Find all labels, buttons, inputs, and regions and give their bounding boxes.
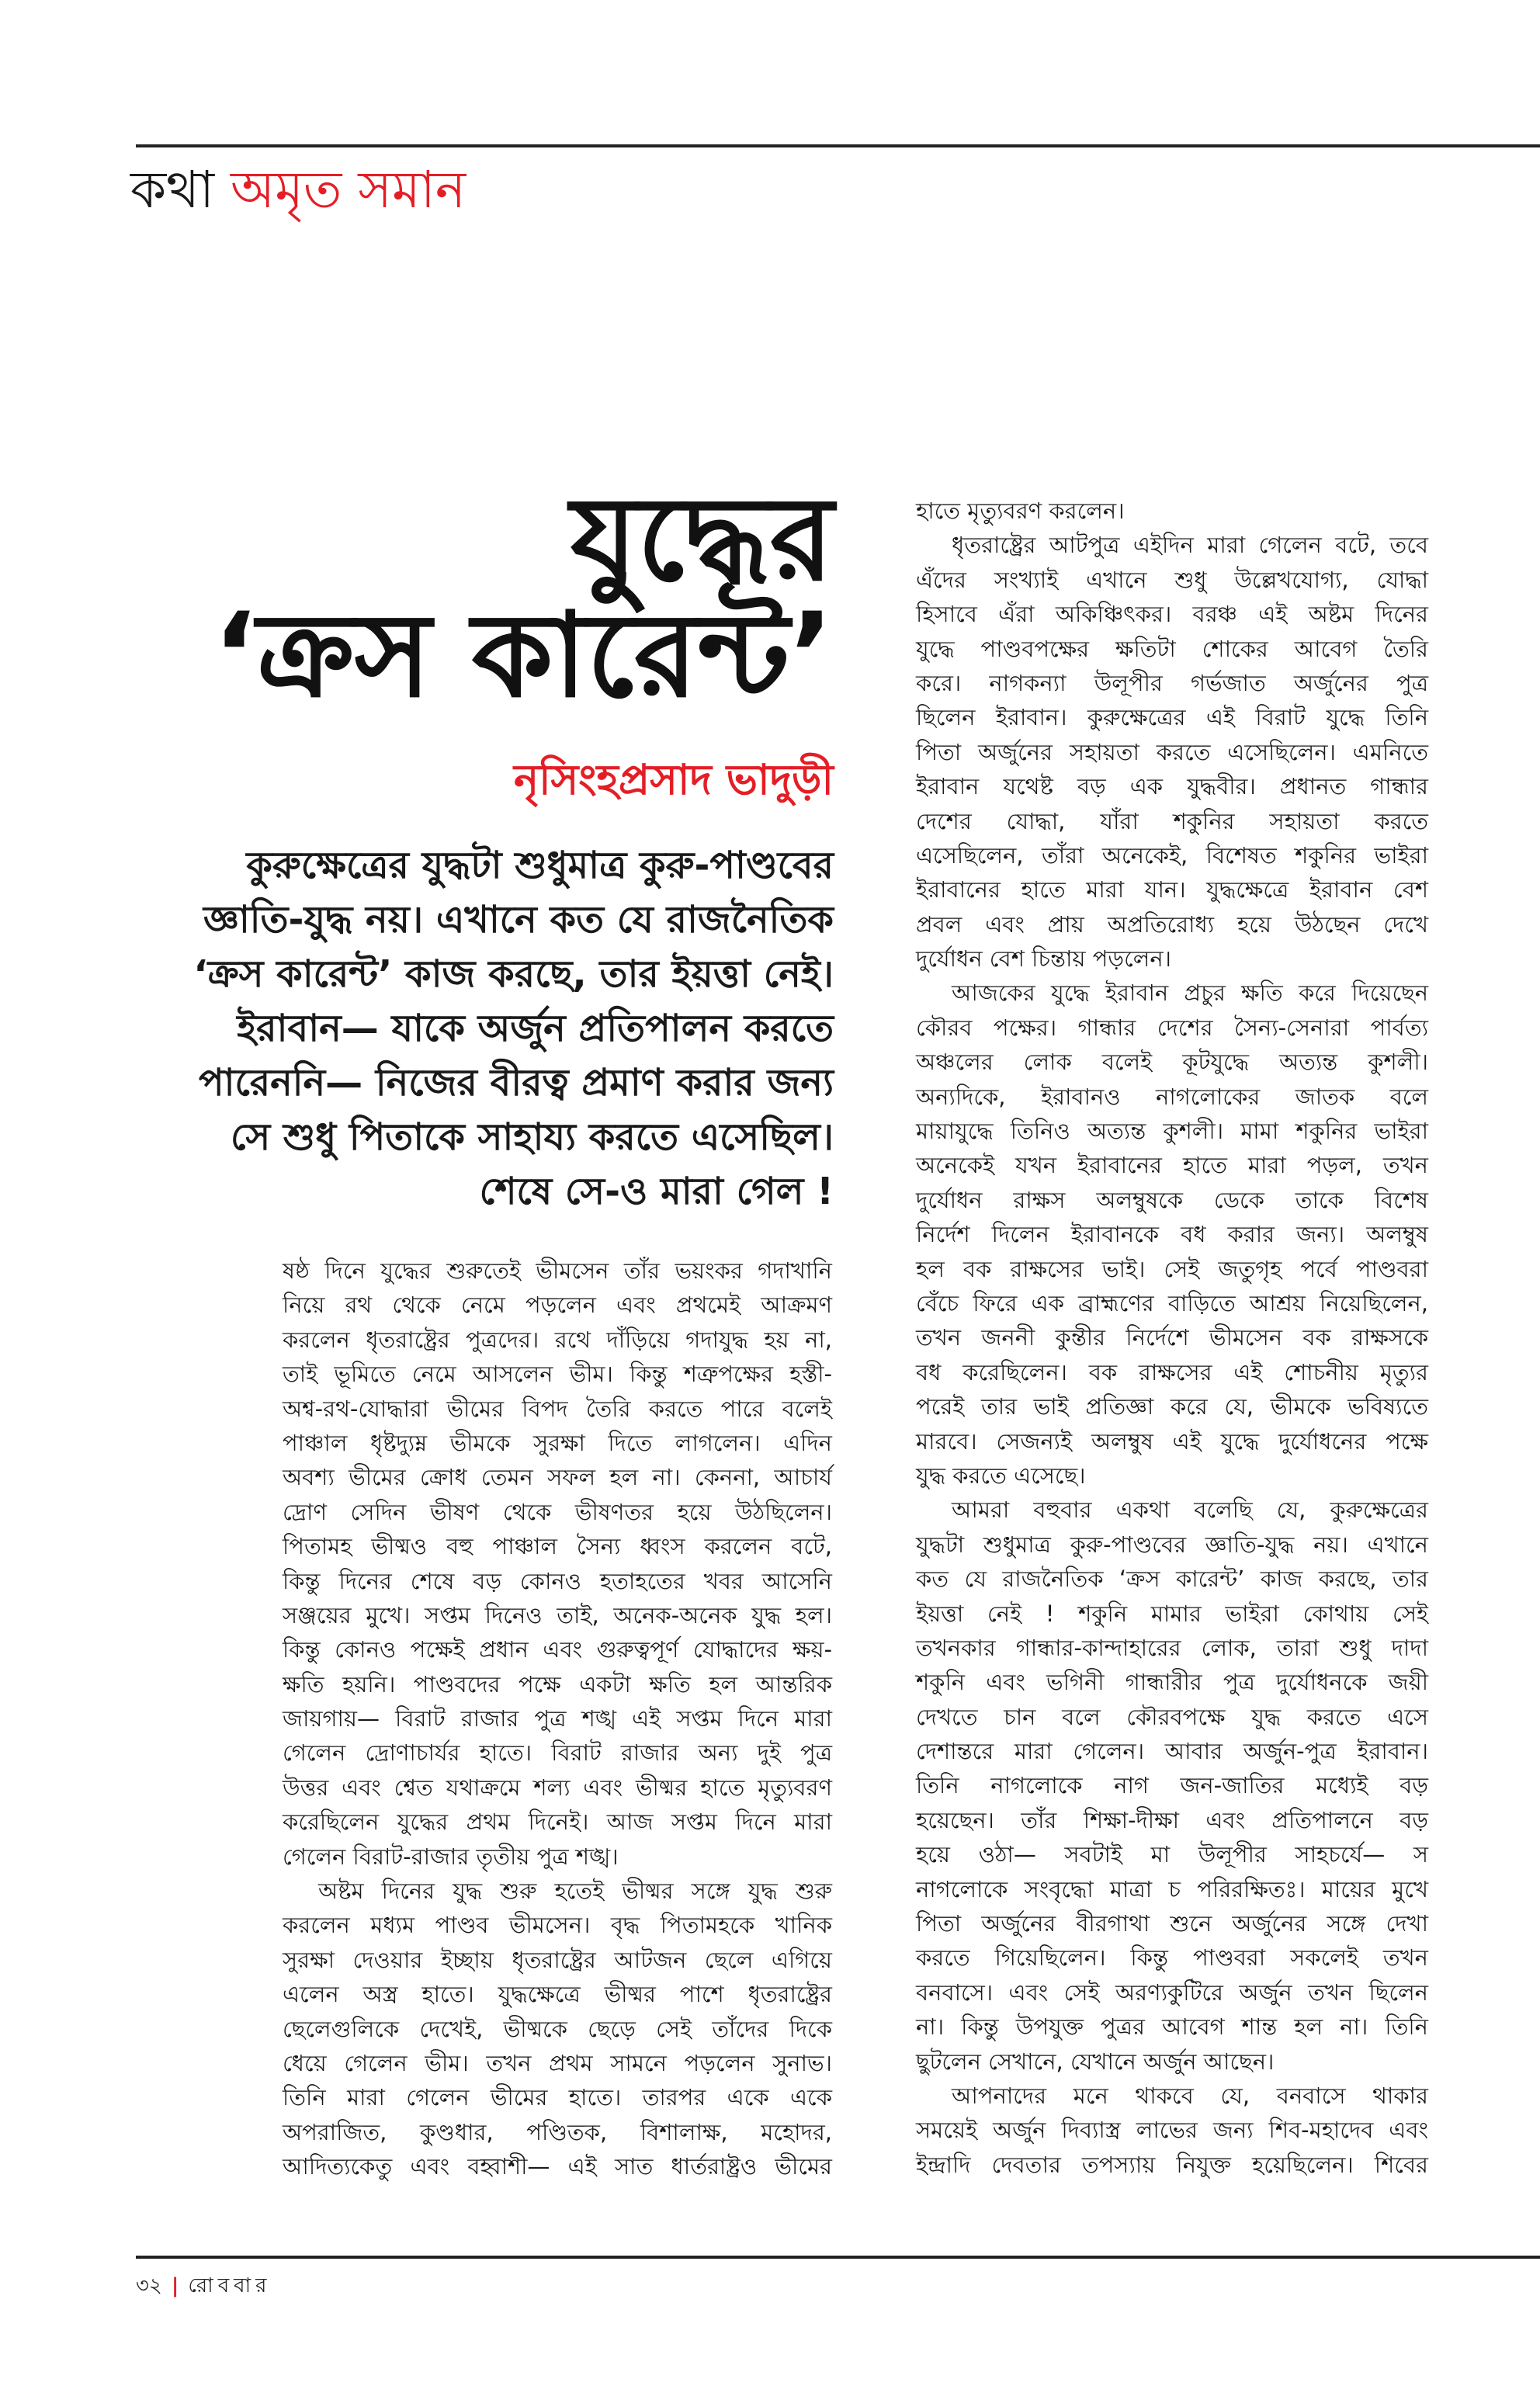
text-line: পিতা অর্জুনের সহায়তা করতে এসেছিলেন। এমনিতে [916, 738, 1428, 765]
standfirst [135, 838, 834, 1219]
text-line: অন্যদিকে, ইরাবানও নাগলোকের জাতক বলে [916, 1083, 1428, 1110]
text-line: উত্তর এবং শ্বেত যথাক্রমে শল্য এবং ভীষ্মর হাতে মৃত্যুবরণ [283, 1774, 832, 1801]
text-line: এঁদের সংখ্যাই এখানে শুধু উল্লেখযোগ্য, যোদ্ধা [916, 566, 1428, 593]
text-line: দ্রোণ সেদিন ভীষণ থেকে ভীষণতর হয়ে উঠছিলেন। [283, 1498, 832, 1525]
text-line: অপরাজিত, কুণ্ডধার, পণ্ডিতক, বিশালাক্ষ, মহোদর, [283, 2118, 832, 2145]
text-line: কত যে রাজনৈতিক ‘ক্রস কারেন্ট’ কাজ করছে, তার [916, 1566, 1428, 1593]
page-number: ৩২ [136, 2274, 162, 2298]
bottom-divider [136, 2256, 1540, 2259]
text-line: প্রবল এবং প্রায় অপ্রতিরোধ্য হয়ে উঠছেন দেখে [916, 910, 1428, 938]
text-line: পিতামহ ভীষ্মও বহু পাঞ্চাল সৈন্য ধ্বংস করলেন বটে, [283, 1533, 832, 1560]
footer-separator: | [171, 2274, 179, 2298]
body-column-left [283, 1254, 832, 2184]
text-line: তিনি নাগলোকে নাগ জন-জাতির মধ্যেই বড় [916, 1772, 1428, 1799]
text-line: ইরাবান যথেষ্ট বড় এক যুদ্ধবীর। প্রধানত গান্ধার [916, 773, 1428, 800]
text-line: যুদ্ধ করতে এসেছে। [916, 1462, 1086, 1489]
text-line: হিসাবে এঁরা অকিঞ্চিৎকর। বরঞ্চ এই অষ্টম দিনের [916, 601, 1428, 628]
standfirst-line: শেষে সে-ও মারা গেল ! [479, 1170, 834, 1213]
text-line: না। কিন্তু উপযুক্ত পুত্রর আবেগ শান্ত হল না। তিনি [916, 2013, 1428, 2041]
article-title [213, 472, 834, 723]
text-line: পাঞ্চাল ধৃষ্টদ্যুম্ন ভীমকে সুরক্ষা দিতে লাগলেন। এদিন [283, 1429, 832, 1456]
text-line: দেশের যোদ্ধা, যাঁরা শকুনির সহায়তা করতে [916, 807, 1428, 834]
text-line: বেঁচে ফিরে এক ব্রাহ্মণের বাড়িতে আশ্রয় নিয়েছিলেন, [916, 1289, 1428, 1316]
text-line: গেলেন দ্রোণাচার্যর হাতে। বিরাট রাজার অন্য দুই পুত্র [283, 1739, 832, 1767]
text-line: গেলেন বিরাট-রাজার তৃতীয় পুত্র শঙ্খ। [283, 1843, 619, 1870]
top-divider [136, 144, 1540, 147]
text-line: ছিলেন ইরাবান। কুরুক্ষেত্রের এই বিরাট যুদ্ধে তিনি [916, 704, 1428, 731]
text-line: ধৃতরাষ্ট্রের আটপুত্র এইদিন মারা গেলেন বটে, তবে [952, 532, 1428, 559]
paragraph [283, 1874, 832, 2184]
text-line: এলেন অস্ত্র হাতে। যুদ্ধক্ষেত্রে ভীষ্মর পাশে ধৃতরাষ্ট্রের [283, 1981, 832, 2008]
text-line: অশ্ব-রথ-যোদ্ধারা ভীমের বিপদ তৈরি করতে পারে বলেই [283, 1395, 832, 1422]
standfirst-line: ইরাবান— যাকে অর্জুন প্রতিপালন করতে [237, 1007, 834, 1050]
text-line: করতে গিয়েছিলেন। কিন্তু পাণ্ডবরা সকলেই তখন [916, 1944, 1428, 1972]
title-line-2: ‘ক্রস কারেন্ট’ [213, 588, 834, 723]
text-line: ধেয়ে গেলেন ভীম। তখন প্রথম সামনে পড়লেন সুনাভ। [283, 2049, 832, 2076]
text-line: বধ করেছিলেন। বক রাক্ষসের এই শোচনীয় মৃত্যুর [916, 1358, 1428, 1386]
text-line: শকুনি এবং ভগিনী গান্ধারীর পুত্র দুর্যোধনকে জয়ী [916, 1669, 1428, 1696]
paragraph [916, 1493, 1428, 2079]
paragraph [916, 976, 1428, 1493]
paragraph [916, 2079, 1428, 2182]
text-line: অঞ্চলের লোক বলেই কূটযুদ্ধে অত্যন্ত কুশলী। [916, 1049, 1428, 1076]
text-line: কিন্তু কোনও পক্ষেই প্রধান এবং গুরুত্বপূর্ণ যোদ্ধাদের ক্ষয়- [283, 1636, 832, 1663]
text-line: আপনাদের মনে থাকবে যে, বনবাসে থাকার [952, 2082, 1428, 2109]
page-footer [136, 2270, 272, 2301]
text-line: বনবাসে। এবং সেই অরণ্যকুটিরে অর্জুন তখন ছিলেন [916, 1979, 1428, 2006]
text-line: হয়ে ওঠা— সবটাই মা উলূপীর সাহচর্যে— স [916, 1841, 1428, 1868]
text-line: অষ্টম দিনের যুদ্ধ শুরু হতেই ভীষ্মর সঙ্গে যুদ্ধ শুরু [318, 1878, 832, 1905]
text-line: তখন জননী কুন্তীর নির্দেশে ভীমসেন বক রাক্ষসকে [916, 1324, 1428, 1351]
text-line: কিন্তু দিনের শেষে বড় কোনও হতাহতের খবর আসেনি [283, 1567, 832, 1594]
magazine-name: রোববার [188, 2274, 272, 2298]
text-line: ছেলেগুলিকে দেখেই, ভীষ্মকে ছেড়ে সেই তাঁদের দিকে [283, 2015, 832, 2042]
text-line: তখনকার গান্ধার-কান্দাহারের লোক, তারা শুধু দাদা [916, 1634, 1428, 1661]
text-line: জায়গায়— বিরাট রাজার পুত্র শঙ্খ এই সপ্তম দিনে মারা [283, 1705, 832, 1732]
text-line: ষষ্ঠ দিনে যুদ্ধের শুরুতেই ভীমসেন তাঁর ভয়ংকর গদাখানি [283, 1257, 832, 1284]
text-line: হাতে মৃত্যুবরণ করলেন। [916, 498, 1125, 524]
text-line: হল বক রাক্ষসের ভাই। সেই জতুগৃহ পর্বে পাণ্ডবরা [916, 1255, 1428, 1282]
standfirst-line: পারেননি— নিজের বীরত্ব প্রমাণ করার জন্য [198, 1061, 834, 1105]
text-line: করেছিলেন যুদ্ধের প্রথম দিনেই। আজ সপ্তম দিনে মারা [283, 1809, 832, 1836]
text-line: ক্ষতি হয়নি। পাণ্ডবদের পক্ষে একটা ক্ষতি হল আন্তরিক [283, 1670, 832, 1698]
text-line: দুর্যোধন বেশ চিন্তায় পড়লেন। [916, 945, 1172, 973]
text-line: কৌরব পক্ষের। গান্ধার দেশের সৈন্য-সেনারা পার্বত্য [916, 1014, 1428, 1041]
text-line: করলেন মধ্যম পাণ্ডব ভীমসেন। বৃদ্ধ পিতামহকে খানিক [283, 1912, 832, 1939]
text-line: এসেছিলেন, তাঁরা অনেকেই, বিশেষত শকুনির ভাইরা [916, 841, 1428, 869]
text-line: দেশান্তরে মারা গেলেন। আবার অর্জুন-পুত্র ইরাবান। [916, 1738, 1428, 1765]
text-line: মারবে। সেজন্যই অলম্বুষ এই যুদ্ধে দুর্যোধনের পক্ষে [916, 1427, 1428, 1455]
standfirst-line: কুরুক্ষেত্রের যুদ্ধটা শুধুমাত্র কুরু-পাণ্ডবের [246, 844, 834, 887]
text-line: মায়াযুদ্ধে তিনিও অত্যন্ত কুশলী। মামা শকুনির ভাইরা [916, 1118, 1428, 1145]
text-line: দেখতে চান বলে কৌরবপক্ষে যুদ্ধ করতে এসে [916, 1703, 1428, 1730]
paragraph [916, 528, 1428, 976]
text-line: ইয়ত্তা নেই ! শকুনি মামার ভাইরা কোথায় সেই [916, 1600, 1428, 1627]
text-line: সঞ্জয়ের মুখে। সপ্তম দিনেও তাই, অনেক-অনেক যুদ্ধ হল। [283, 1601, 832, 1628]
text-line: তাই ভূমিতে নেমে আসলেন ভীম। কিন্তু শত্রুপক্ষের হস্তী- [283, 1361, 832, 1388]
paragraph [283, 1254, 832, 1874]
text-line: করলেন ধৃতরাষ্ট্রের পুত্রদের। রথে দাঁড়িয়ে গদাযুদ্ধ হয় না, [283, 1326, 832, 1353]
text-line: দুর্যোধন রাক্ষস অলম্বুষকে ডেকে তাকে বিশেষ [916, 1186, 1428, 1213]
standfirst-line: সে শুধু পিতাকে সাহায্য করতে এসেছিল। [231, 1115, 834, 1159]
text-line: ইরাবানের হাতে মারা যান। যুদ্ধক্ষেত্রে ইরাবান বেশ [916, 876, 1428, 903]
author-byline: নৃসিংহপ্রসাদ ভাদুড়ী [513, 755, 834, 804]
text-line: হয়েছেন। তাঁর শিক্ষা-দীক্ষা এবং প্রতিপালনে বড় [916, 1806, 1428, 1833]
standfirst-line: ‘ক্রস কারেন্ট’ কাজ করছে, তার ইয়ত্তা নেই। [193, 952, 834, 996]
text-line: অবশ্য ভীমের ক্রোধ তেমন সফল হল না। কেননা, আচার্য [283, 1464, 832, 1491]
text-line: নির্দেশ দিলেন ইরাবানকে বধ করার জন্য। অলম্বুষ [916, 1221, 1428, 1248]
text-line: নাগলোকে সংবৃদ্ধো মাত্রা চ পরিরক্ষিতঃ। মায়ের মুখে [916, 1875, 1428, 1902]
text-line: সময়েই অর্জুন দিব্যাস্ত্র লাভের জন্য শিব-মহাদেব এবং [916, 2117, 1428, 2144]
text-line: আদিত্যকেতু এবং বহ্বাশী— এই সাত ধার্তরাষ্ট্রও ভীমের [283, 2153, 832, 2180]
text-line: পিতা অর্জুনের বীরগাথা শুনে অর্জুনের সঙ্গে দেখা [916, 1910, 1428, 1937]
text-line: অনেকেই যখন ইরাবানের হাতে মারা পড়ল, তখন [916, 1152, 1428, 1179]
title-line-1: যুদ্ধের [570, 472, 834, 607]
section-header [130, 155, 466, 225]
text-line: সুরক্ষা দেওয়ার ইচ্ছায় ধৃতরাষ্ট্রের আটজন ছেলে এগিয়ে [283, 1946, 832, 1973]
text-line: ছুটলেন সেখানে, যেখানে অর্জুন আছেন। [916, 2048, 1275, 2075]
text-line: করে। নাগকন্যা উলূপীর গর্ভজাত অর্জুনের পুত্র [916, 669, 1428, 696]
text-line: যুদ্ধে পাণ্ডবপক্ষের ক্ষতিটা শোকের আবেগ তৈরি [916, 635, 1428, 662]
section-label-black: কথা [130, 160, 215, 220]
text-line: আমরা বহুবার একথা বলেছি যে, কুরুক্ষেত্রের [952, 1496, 1428, 1524]
paragraph [916, 494, 1428, 528]
text-line: যুদ্ধটা শুধুমাত্র কুরু-পাণ্ডবের জ্ঞাতি-যুদ্ধ নয়। এখানে [916, 1531, 1428, 1558]
text-line: নিয়ে রথ থেকে নেমে পড়লেন এবং প্রথমেই আক্রমণ [283, 1292, 832, 1319]
text-line: আজকের যুদ্ধে ইরাবান প্রচুর ক্ষতি করে দিয়েছেন [952, 980, 1428, 1007]
text-line: পরেই তার ভাই প্রতিজ্ঞা করে যে, ভীমকে ভবিষ্যতে [916, 1393, 1428, 1420]
text-line: তিনি মারা গেলেন ভীমের হাতে। তারপর একে একে [283, 2084, 832, 2111]
section-label-red: অমৃত সমান [231, 160, 467, 220]
body-column-right [916, 494, 1428, 2182]
text-line: ইন্দ্রাদি দেবতার তপস্যায় নিযুক্ত হয়েছিলেন। শিবের [916, 2151, 1428, 2178]
standfirst-line: জ্ঞাতি-যুদ্ধ নয়। এখানে কত যে রাজনৈতিক [203, 898, 834, 942]
